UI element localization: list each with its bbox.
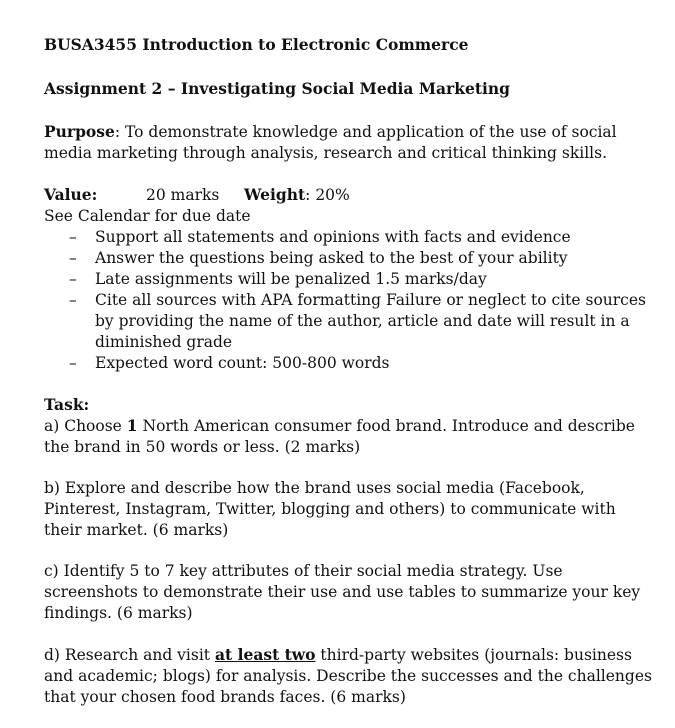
due-date-note: See Calendar for due date [44,207,251,225]
purpose-colon: : [114,123,121,141]
purpose-text: To demonstrate knowledge and application of the use of social media marketing through analysis, research and critical thinking skills. [44,123,617,162]
task-a-count: 1 [126,416,138,435]
task-heading: Task: [44,395,90,414]
bullet-dash: – [69,249,77,267]
weight [244,184,350,206]
requirement-text: Support all statements and opinions with facts and evidence [95,228,571,246]
task-d-emphasis: at least two [214,645,316,664]
task-b: b) Explore and describe how the brand uses social media (Facebook, Pinterest, Instagram, Twitter, blogging and others) to communicate with their market. (6 marks) [44,479,616,539]
requirement-text: Expected word count: 500-800 words [95,354,390,372]
purpose-paragraph [44,121,656,164]
list-item [44,248,656,269]
value-amount: 20 marks [146,186,220,204]
assignment-title: Assignment 2 – Investigating Social Media Marketing [44,79,510,98]
task-d-prefix: d) Research and visit [44,646,215,664]
task-a-text: North American consumer food brand. Introduce and describe the brand in 50 words or less. (2 marks) [44,417,635,456]
weight-label: Weight [244,185,306,204]
task-a-prefix: a) Choose [44,417,127,435]
bullet-dash: – [69,354,77,372]
list-item [44,269,656,290]
task-d [44,644,656,708]
list-item [44,227,656,248]
requirement-text: Answer the questions being asked to the best of your ability [95,249,568,267]
bullet-dash: – [69,270,77,288]
task-c: c) Identify 5 to 7 key attributes of their social media strategy. Use screenshots to demonstrate their use and use tables to summarize your key findings. (6 marks) [44,562,641,622]
requirements-list [44,227,656,374]
weight-value: : 20% [305,186,350,204]
requirement-text: Cite all sources with APA formatting Failure or neglect to cite sources by providing the name of the author, article and date will result in a diminished grade [95,291,646,351]
requirement-text: Late assignments will be penalized 1.5 marks/day [95,270,487,288]
bullet-dash: – [69,228,77,246]
value-label: Value: [44,185,98,204]
assignment-document [44,34,656,728]
purpose-label: Purpose [44,122,115,141]
list-item [44,290,656,353]
task-a [44,415,656,458]
task-d-text: third-party websites (journals: business and academic; blogs) for analysis. Describe the successes and the challenges that your chosen food brands faces. (6 marks) [44,646,652,706]
value-row [44,184,656,206]
list-item [44,353,656,374]
bullet-dash: – [69,291,77,309]
course-title: BUSA3455 Introduction to Electronic Commerce [44,35,469,54]
